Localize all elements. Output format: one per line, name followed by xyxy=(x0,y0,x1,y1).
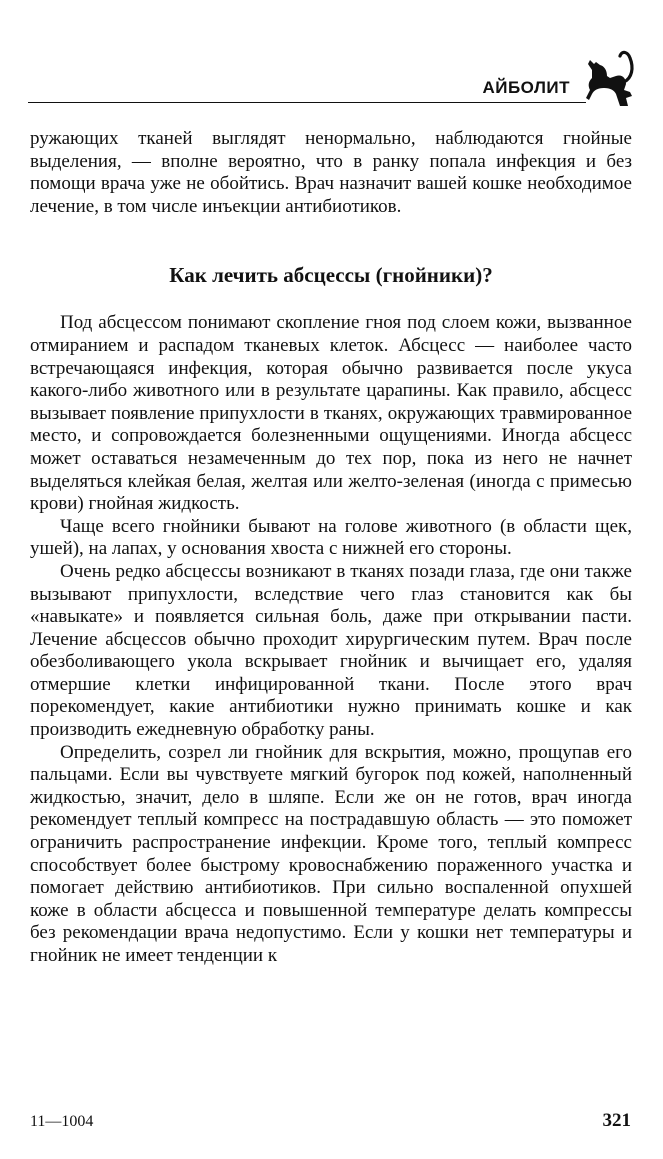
running-title: АЙБОЛИТ xyxy=(482,78,570,97)
intro-paragraph: ружающих тканей выглядят ненормально, наблюдаются гнойные выделения, — вполне вероятно, что в ранку попала инфекция и без помощи врача уже не обойтись. Врач назначит вашей кошке необходимое лечение, в том числе инъекции антибиотиков. xyxy=(30,128,632,217)
body-paragraph-3: Очень редко абсцессы возникают в тканях позади глаза, где они также вызывают припухлости, вследствие чего глаз становится как бы «навыкате» и появляется сильная боль, даже при открывании пасти. Лечение абсцессов обычно проходит хирургическим путем. Врач после обезболивающего укола вскрывает гнойник и вычищает его, удаляя отмершие клетки инфицированной ткани. После этого врач порекомендует, какие антибиотики нужно принимать кошке и как производить ежедневную обработку раны. xyxy=(30,560,632,741)
cat-silhouette-icon xyxy=(580,40,636,106)
body-paragraph-4: Определить, созрел ли гнойник для вскрытия, можно, прощупав его пальцами. Если вы чувствуете мягкий бугорок под кожей, наполненный жидкостью, значит, дело в шляпе. Если же он не готов, врач иногда рекомендует теплый компресс на пострадавшую область — это поможет ограничить распространение инфекции. Кроме того, теплый компресс способствует более быстрому кровоснабжению пораженного участка и помогает действию антибиотиков. При сильно воспаленной опухшей коже в области абсцесса и повышенной температуре делать компрессы без рекомендации врача недопустимо. Если у кошки нет температуры и гнойник не имеет тенденции к xyxy=(30,741,632,966)
body-paragraph-2: Чаще всего гнойники бывают на голове животного (в области щек, ушей), на лапах, у основания хвоста с нижней его стороны. xyxy=(30,515,632,560)
section-title: Как лечить абсцессы (гнойники)? xyxy=(169,263,493,288)
page-number: 321 xyxy=(602,1110,631,1131)
signature-mark: 11—1004 xyxy=(30,1113,94,1130)
body-paragraph-1: Под абсцессом понимают скопление гноя под слоем кожи, вызванное отмиранием и распадом тканевых клеток. Абсцесс — наиболее часто встречающаяся инфекция, которая обычно развивается после укуса какого-либо животного или в результате царапины. Как правило, абсцесс вызывает появление припухлости в тканях, окружающих травмированное место, и сопровождается болезненными ощущениями. Иногда абсцесс может оставаться незамеченным до тех пор, пока из него не начнет выделяться клейкая белая, желтая или желто-зеленая (иногда с примесью крови) гнойная жидкость. xyxy=(30,312,632,515)
header-rule xyxy=(28,102,586,103)
page-body xyxy=(30,128,632,968)
running-header xyxy=(28,40,636,106)
